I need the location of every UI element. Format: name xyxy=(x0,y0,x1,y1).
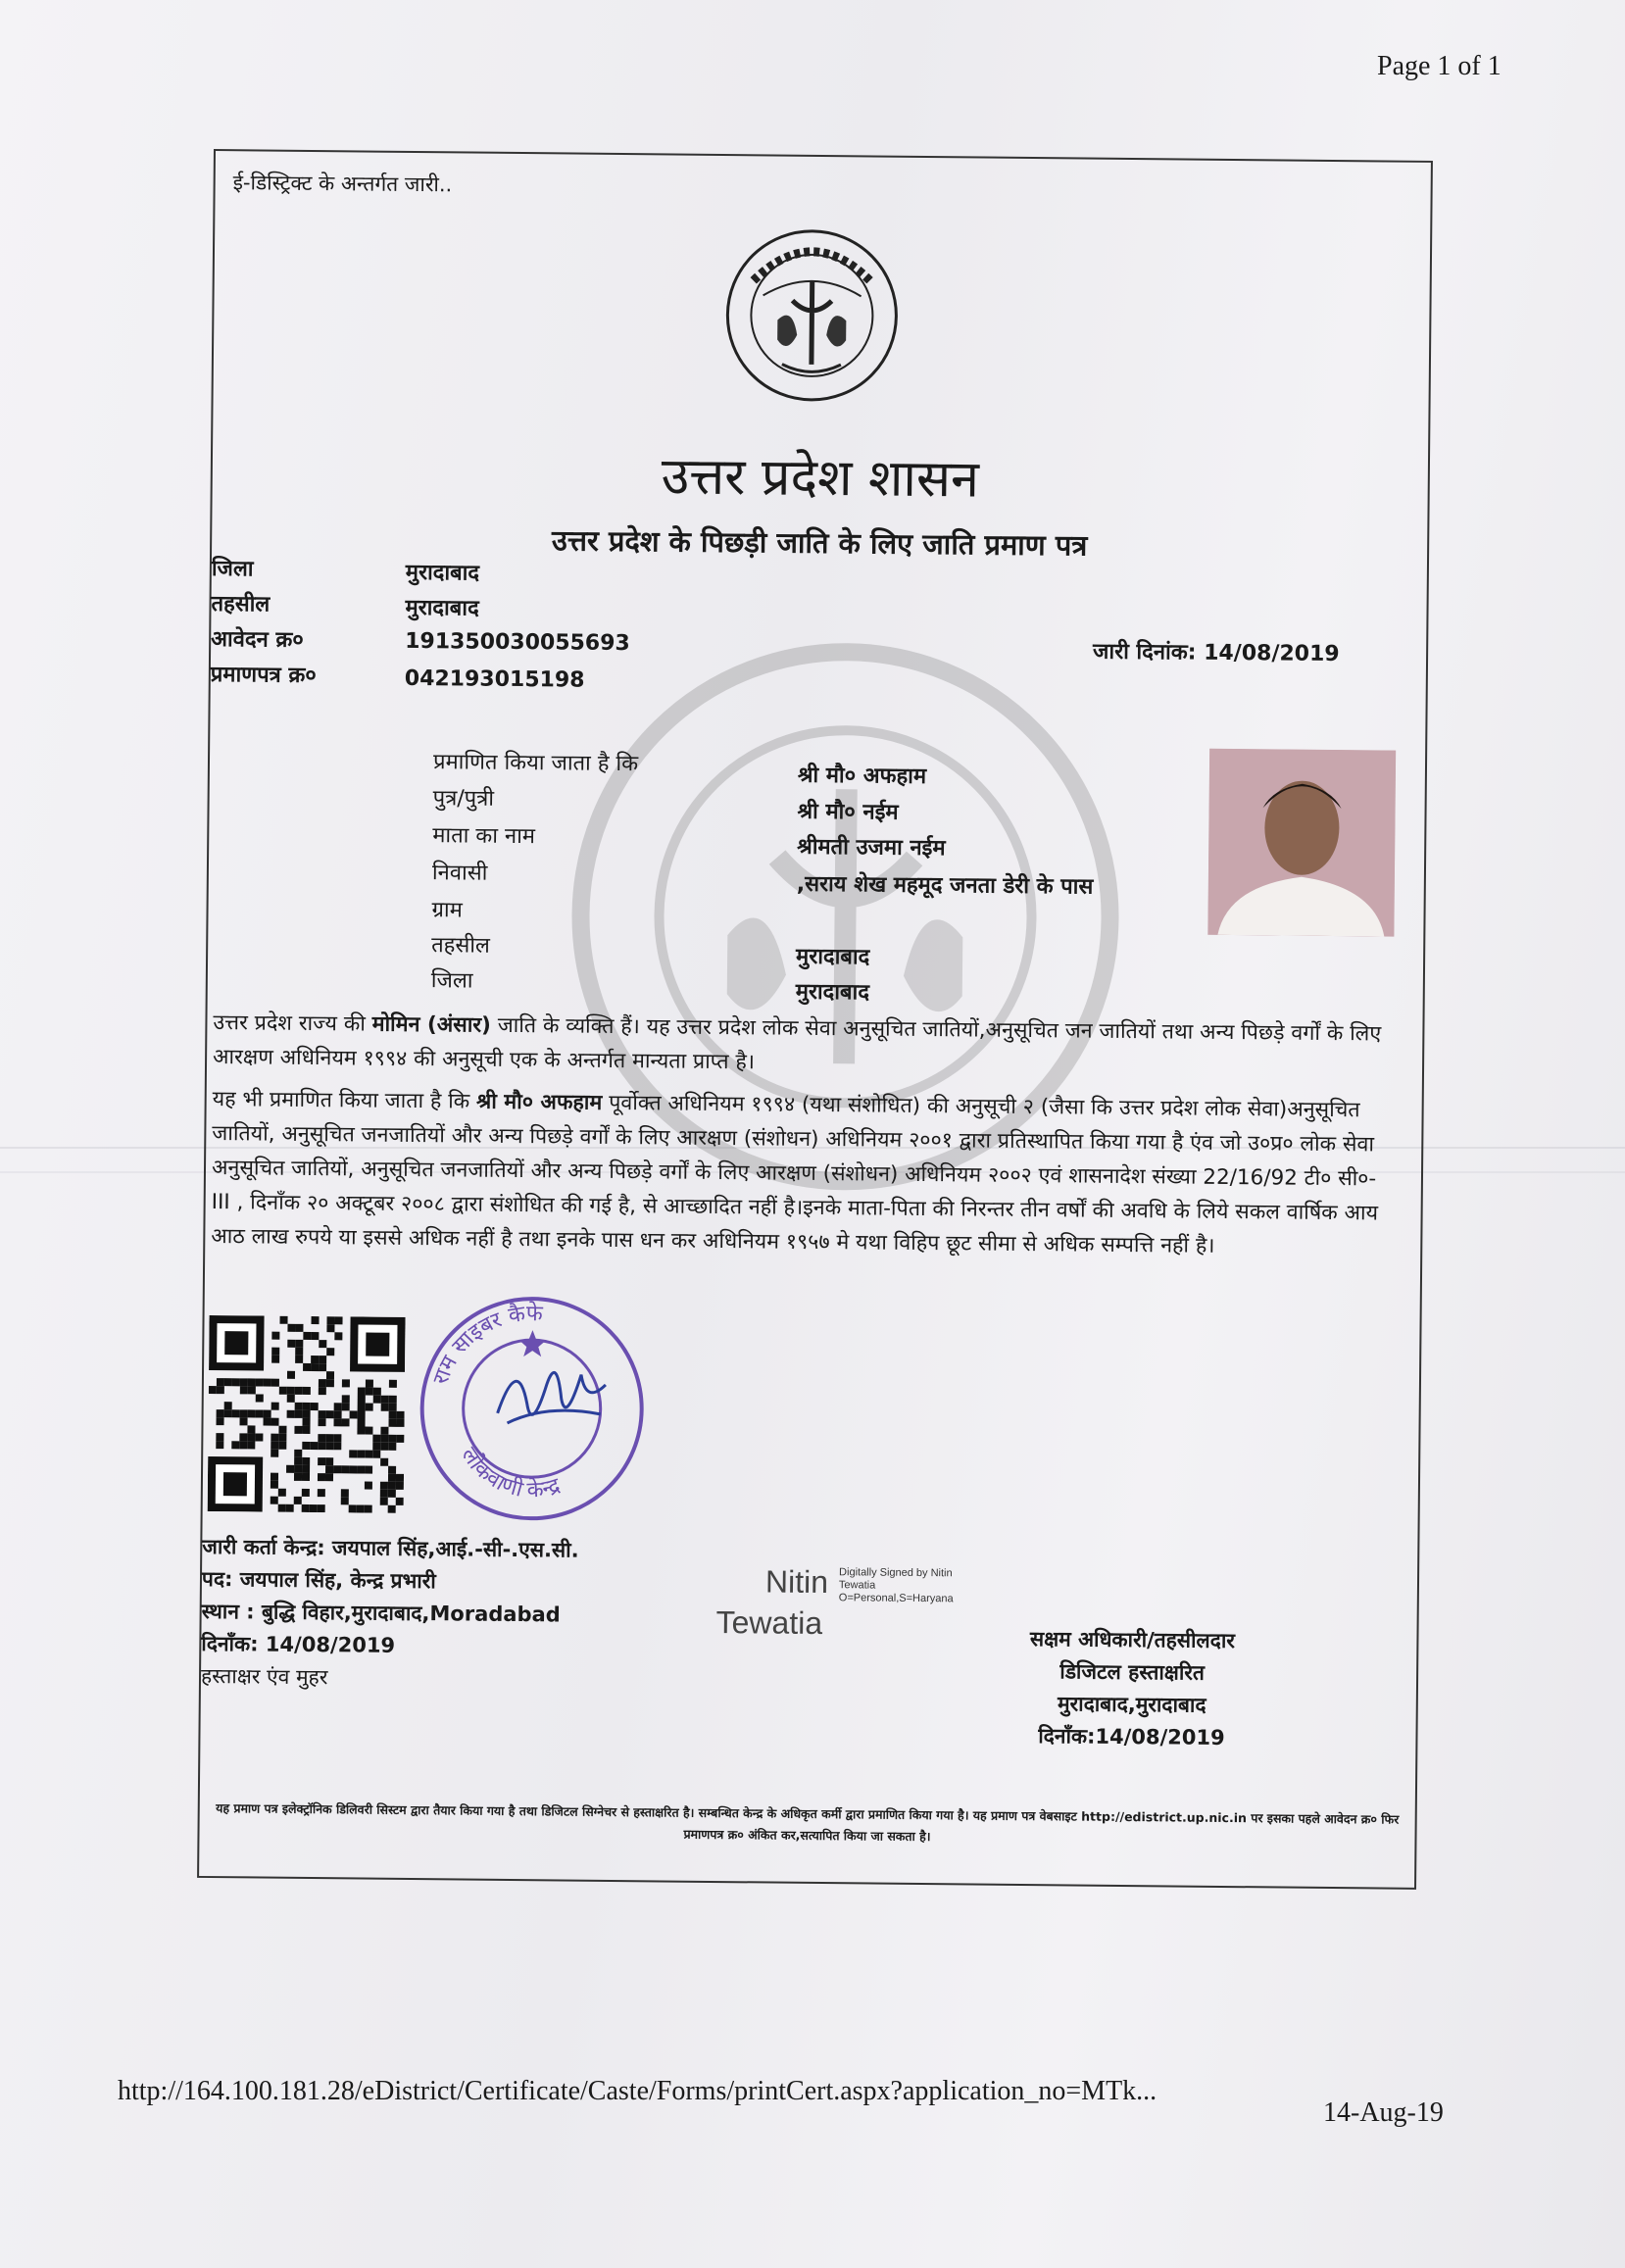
officer-sign: डिजिटल हस्ताक्षरित xyxy=(1059,1659,1206,1685)
mother-value: श्रीमती उजमा नईम xyxy=(797,834,946,862)
print-url: http://164.100.181.28/eDistrict/Certificate/Caste/Forms/printCert.aspx?application_no=MTk... xyxy=(118,2076,1157,2106)
certificate-value: 042193015198 xyxy=(404,666,585,693)
issuer-block xyxy=(201,1531,579,1697)
applicant-name: श्री मौ० अफहाम xyxy=(475,1089,603,1115)
dsig-line2: Tewatia xyxy=(838,1579,876,1592)
officer-date: दिनाँक:14/08/2019 xyxy=(1038,1724,1225,1750)
issuer-sign-label: हस्ताक्षर एंव मुहर xyxy=(200,1663,328,1690)
officer-place: मुरादाबाद,मुरादाबाद xyxy=(1057,1692,1206,1717)
signature-scribble xyxy=(487,1345,616,1444)
person-district-label: जिला xyxy=(430,968,473,994)
print-date: 14-Aug-19 xyxy=(1323,2097,1444,2128)
seal-bottom-text: लोकवाणी केन्द्र xyxy=(456,1443,564,1504)
certified-value: श्री मौ० अफहाम xyxy=(797,763,927,790)
resident-label: निवासी xyxy=(431,861,488,886)
district-label: जिला xyxy=(211,557,254,582)
person-district-value: मुरादाबाद xyxy=(795,979,870,1006)
certificate-label: प्रमाणपत्र क्र० xyxy=(210,662,317,689)
certified-label: प्रमाणित किया जाता है कि xyxy=(432,750,639,777)
footer-note: यह प्रमाण पत्र इलेक्ट्रॉनिक डिलिवरी सिस्टम द्वारा तैयार किया गया है तथा डिजिटल सिग्नेचर से हस्ताक्षरित है। सम्बन्धित केन्द्र के अधिकृत कर्मी द्वारा प्रमाणित किया गया है। यह प्रमाण पत्र वेबसाइट http://edistrict.up.nic.in पर इसका पहले आवेदन क्र० फिर प्रमाणपत्र क्र० अंकित कर,सत्यापित किया जा सकता है। xyxy=(216,1800,1400,1845)
issuer-post: पद: जयपाल सिंह, केन्द्र प्रभारी xyxy=(201,1566,436,1594)
page-number: Page 1 of 1 xyxy=(1377,51,1502,81)
son-label: पुत्र/पुत्री xyxy=(432,786,495,812)
dsig-line3: O=Personal,S=Haryana xyxy=(838,1592,954,1605)
person-tehsil-label: तहसील xyxy=(431,933,491,959)
officer-title: सक्षम अधिकारी/तहसीलदार xyxy=(1029,1627,1236,1653)
dsig-name-last: Tewatia xyxy=(715,1603,823,1642)
mother-label: माता का नाम xyxy=(432,823,536,850)
caste-paragraph-post: जाति के व्यक्ति हैं। यह उत्तर प्रदेश लोक सेवा अनुसूचित जातियों,अनुसूचित जन जातियों तथा अन्य पिछड़े वर्गों के लिए आरक्षण अधिनियम १९९४ की अनुसूची एक के अन्तर्गत मान्यता प्राप्त है। xyxy=(212,1012,1382,1075)
caste-paragraph xyxy=(213,1006,1390,1086)
income-paragraph-pre: यह भी प्रमाणित किया जाता है कि xyxy=(212,1087,477,1114)
applicant-photo xyxy=(1207,749,1396,937)
document-subtitle: उत्तर प्रदेश के पिछड़ी जाति के लिए जाति प्रमाण पत्र xyxy=(551,523,1088,563)
tehsil-value: मुरादाबाद xyxy=(405,595,479,621)
son-value: श्री मौ० नईम xyxy=(797,799,899,825)
person-tehsil-value: मुरादाबाद xyxy=(795,944,870,970)
dsig-name-first: Nitin xyxy=(764,1563,829,1601)
header-note: ई-डिस्ट्रिक्ट के अन्तर्गत जारी.. xyxy=(232,171,453,197)
up-govt-emblem-icon xyxy=(723,226,902,405)
seal-top-text: राम साइबर कैफे xyxy=(428,1301,544,1388)
application-label: आवेदन क्र० xyxy=(211,626,304,653)
district-value: मुरादाबाद xyxy=(405,560,480,586)
document-title: उत्तर प्रदेश शासन xyxy=(661,447,980,510)
income-paragraph-post: पूर्वोक्त अधिनियम १९९४ (यथा संशोधित) की अनुसूची २ (जैसा कि उत्तर प्रदेश लोक सेवा)अनुसूचित जातियों, अनुसूचित जनजातियों और अन्य पिछड़े वर्गों के लिए आरक्षण (संशोधन) अधिनियम २००१ द्वारा प्रतिस्थापित किया गया है एंव जो उ०प्र० लोक सेवा अनुसूचित जातियों, अनुसूचित जनजातियों और अन्य पिछड़े वर्गों के लिए आरक्षण (संशोधन) अधिनियम २००२ एवं शासनादेश संख्या 22/16/92 टी० सी०-III , दिनाँक २० अक्टूबर २००८ द्वारा संशोधित की गई है, से आच्छादित नहीं है।इनके माता-पिता की निरन्तर तीन वर्षों की अवधि के लिये सकल वार्षिक आय आठ लाख रुपये या इससे अधिक नहीं है तथा इनके पास धन कर अधिनियम १९५७ मे यथा विहिप छूट सीमा से अधिक सम्पत्ति नहीं है। xyxy=(211,1090,1379,1258)
income-paragraph xyxy=(211,1082,1389,1265)
caste-paragraph-pre: उत्तर प्रदेश राज्य की xyxy=(213,1011,372,1037)
dsig-details xyxy=(839,1566,976,1605)
tehsil-label: तहसील xyxy=(211,591,271,617)
qr-code-icon xyxy=(208,1315,406,1513)
application-value: 191350030055693 xyxy=(405,628,630,657)
village-label: ग्राम xyxy=(431,898,463,923)
issuer-date: दिनाँक: 14/08/2019 xyxy=(201,1631,396,1657)
certificate-border xyxy=(197,149,1433,1890)
resident-value: ,सराय शेख महमूद जनता डेरी के पास xyxy=(796,871,1094,900)
officer-block xyxy=(1004,1623,1259,1754)
issue-date: जारी दिनांक: 14/08/2019 xyxy=(1092,639,1340,667)
issuer-centre: जारी कर्ता केन्द्र: जयपाल सिंह,आई.-सी-.एस.सी. xyxy=(202,1534,579,1562)
caste-name: मोमिन (अंसार) xyxy=(371,1011,492,1038)
issuer-place: स्थान : बुद्धि विहार,मुरादाबाद,Moradabad xyxy=(201,1599,561,1627)
dsig-line1: Digitally Signed by Nitin xyxy=(839,1566,953,1580)
